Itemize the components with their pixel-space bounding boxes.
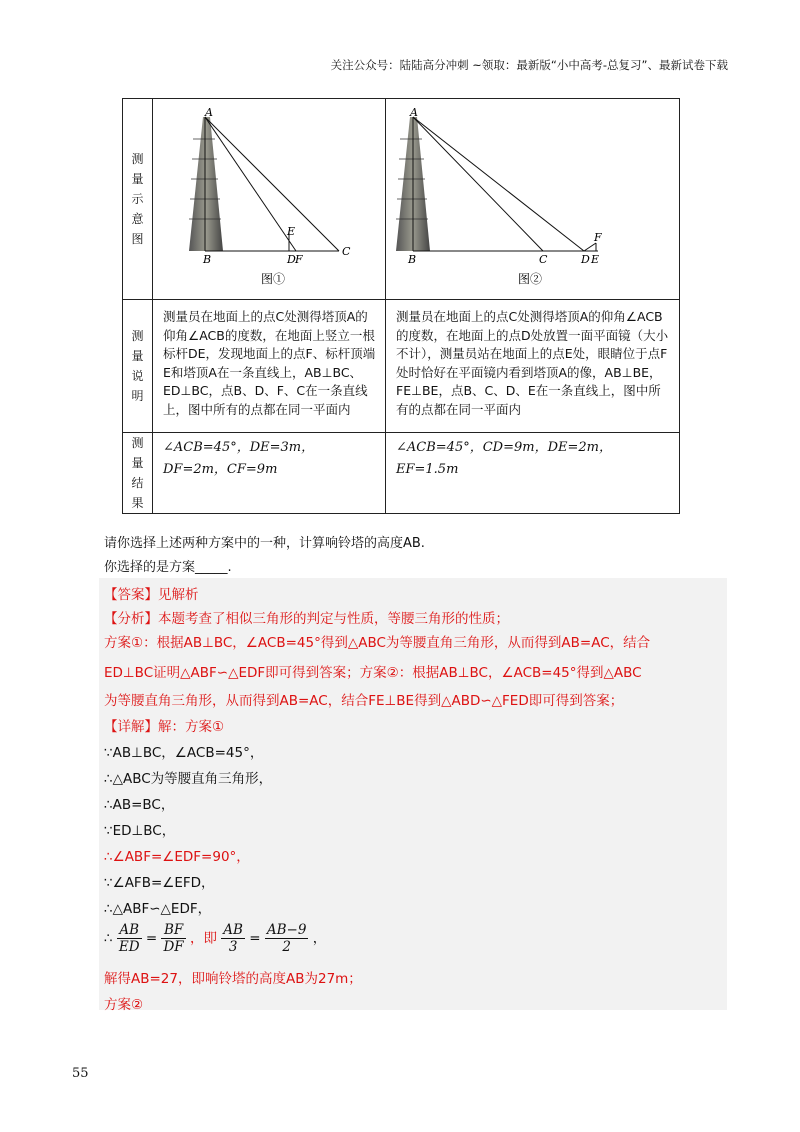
tower-image — [189, 117, 223, 251]
page-number: 55 — [72, 1066, 89, 1081]
label-f: F — [295, 253, 303, 266]
figure-1-diagram — [153, 99, 386, 299]
label-d: D — [287, 253, 296, 266]
step-6: ∵∠AFB=∠EFD， — [104, 875, 215, 891]
figure-1-cell — [153, 99, 386, 300]
choice-text: 你选择的是方案_____. — [104, 560, 232, 575]
description-1: 测量员在地面上的点C处测得塔顶A的仰角∠ACB的度数，在地面上竖立一根标杆DE，发现地面上的点F、标杆顶端E和塔顶A在一条直线上，AB⊥BC、ED⊥BC，点B、D、F、C在一条直线上，图中所有的点都在同一平面内 — [153, 300, 386, 433]
fraction-ab-ed: $\frac{AB}{ED}$ — [118, 922, 140, 955]
step-7: ∴△ABF∽△EDF， — [104, 901, 212, 917]
row-label-description: 测量说明 — [123, 300, 153, 433]
result-1: ∠ACB=45°，DE=3m， DF=2m，CF=9m — [153, 433, 386, 514]
figure-2-cell — [386, 99, 680, 300]
step-8-proportion: ∴ $\frac{AB}{ED}$ = $\frac{BF}{DF}$ ，即 $\frac{AB}{3}$ = $\frac{AB-9}{2}$ ， — [104, 922, 327, 955]
measurement-table — [122, 98, 680, 514]
figure-2-caption: 图② — [518, 272, 543, 286]
fraction-bf-df: $\frac{BF}{DF}$ — [163, 922, 184, 955]
label-b: B — [203, 253, 212, 266]
analysis-line-1: 方案①：根据AB⊥BC，∠ACB=45°得到△ABC为等腰直角三角形，从而得到AB=AC，结合 — [104, 635, 651, 651]
label-c: C — [342, 245, 351, 258]
fraction-ab-3: $\frac{AB}{3}$ — [223, 922, 243, 955]
step-1: ∵AB⊥BC，∠ACB=45°， — [104, 745, 264, 761]
label-e: E — [287, 225, 296, 238]
label-a: A — [410, 106, 418, 119]
label-b: B — [408, 253, 417, 266]
label-f: F — [594, 231, 602, 244]
figure-2-diagram — [386, 99, 680, 299]
figure-1-caption: 图① — [261, 272, 286, 286]
step-9: 解得AB=27，即响铃塔的高度AB为27m； — [104, 971, 362, 987]
analysis-line: 【分析】本题考查了相似三角形的判定与性质，等腰三角形的性质； — [104, 611, 509, 627]
analysis-line-2: ED⊥BC证明△ABF∽△EDF即可得到答案；方案②：根据AB⊥BC，∠ACB=45°得到△ABC — [104, 665, 642, 681]
step-3: ∴AB=BC， — [104, 797, 175, 813]
row-label-diagram: 测量示意图 — [123, 99, 153, 300]
label-e: E — [591, 253, 600, 266]
page-header: 关注公众号：陆陆高分冲刺 ~领取：最新版“小中高考-总复习”、最新试卷下载 — [330, 58, 728, 72]
analysis-line-3: 为等腰直角三角形，从而得到AB=AC，结合FE⊥BE得到△ABD∽△FED即可得到答案； — [104, 693, 624, 709]
result-2: ∠ACB=45°，CD=9m，DE=2m， EF=1.5m — [386, 433, 680, 514]
description-2: 测量员在地面上的点C处测得塔顶A的仰角∠ACB的度数，在地面上的点D处放置一面平面镜（大小不计），测量员站在地面上的点E处，眼睛位于点F处时恰好在平面镜内看到塔顶A的像，AB⊥BE，FE⊥BE，点B、C、D、E在一条直线上，图中所有的点都在同一平面内 — [386, 300, 680, 433]
label-c: C — [539, 253, 548, 266]
step-5: ∴∠ABF=∠EDF=90°， — [104, 849, 250, 865]
label-a: A — [205, 106, 213, 119]
step-4: ∵ED⊥BC， — [104, 823, 176, 839]
step-2: ∴△ABC为等腰直角三角形， — [104, 771, 273, 787]
answer-line: 【答案】见解析 — [104, 587, 199, 603]
step-10: 方案② — [104, 997, 144, 1013]
fraction-ab9-2: $\frac{AB-9}{2}$ — [266, 922, 307, 955]
row-label-result: 测量结果 — [123, 433, 153, 514]
detail-line: 【详解】解：方案① — [104, 719, 225, 735]
label-d: D — [581, 253, 590, 266]
question-text: 请你选择上述两种方案中的一种，计算响铃塔的高度AB. — [104, 536, 425, 551]
